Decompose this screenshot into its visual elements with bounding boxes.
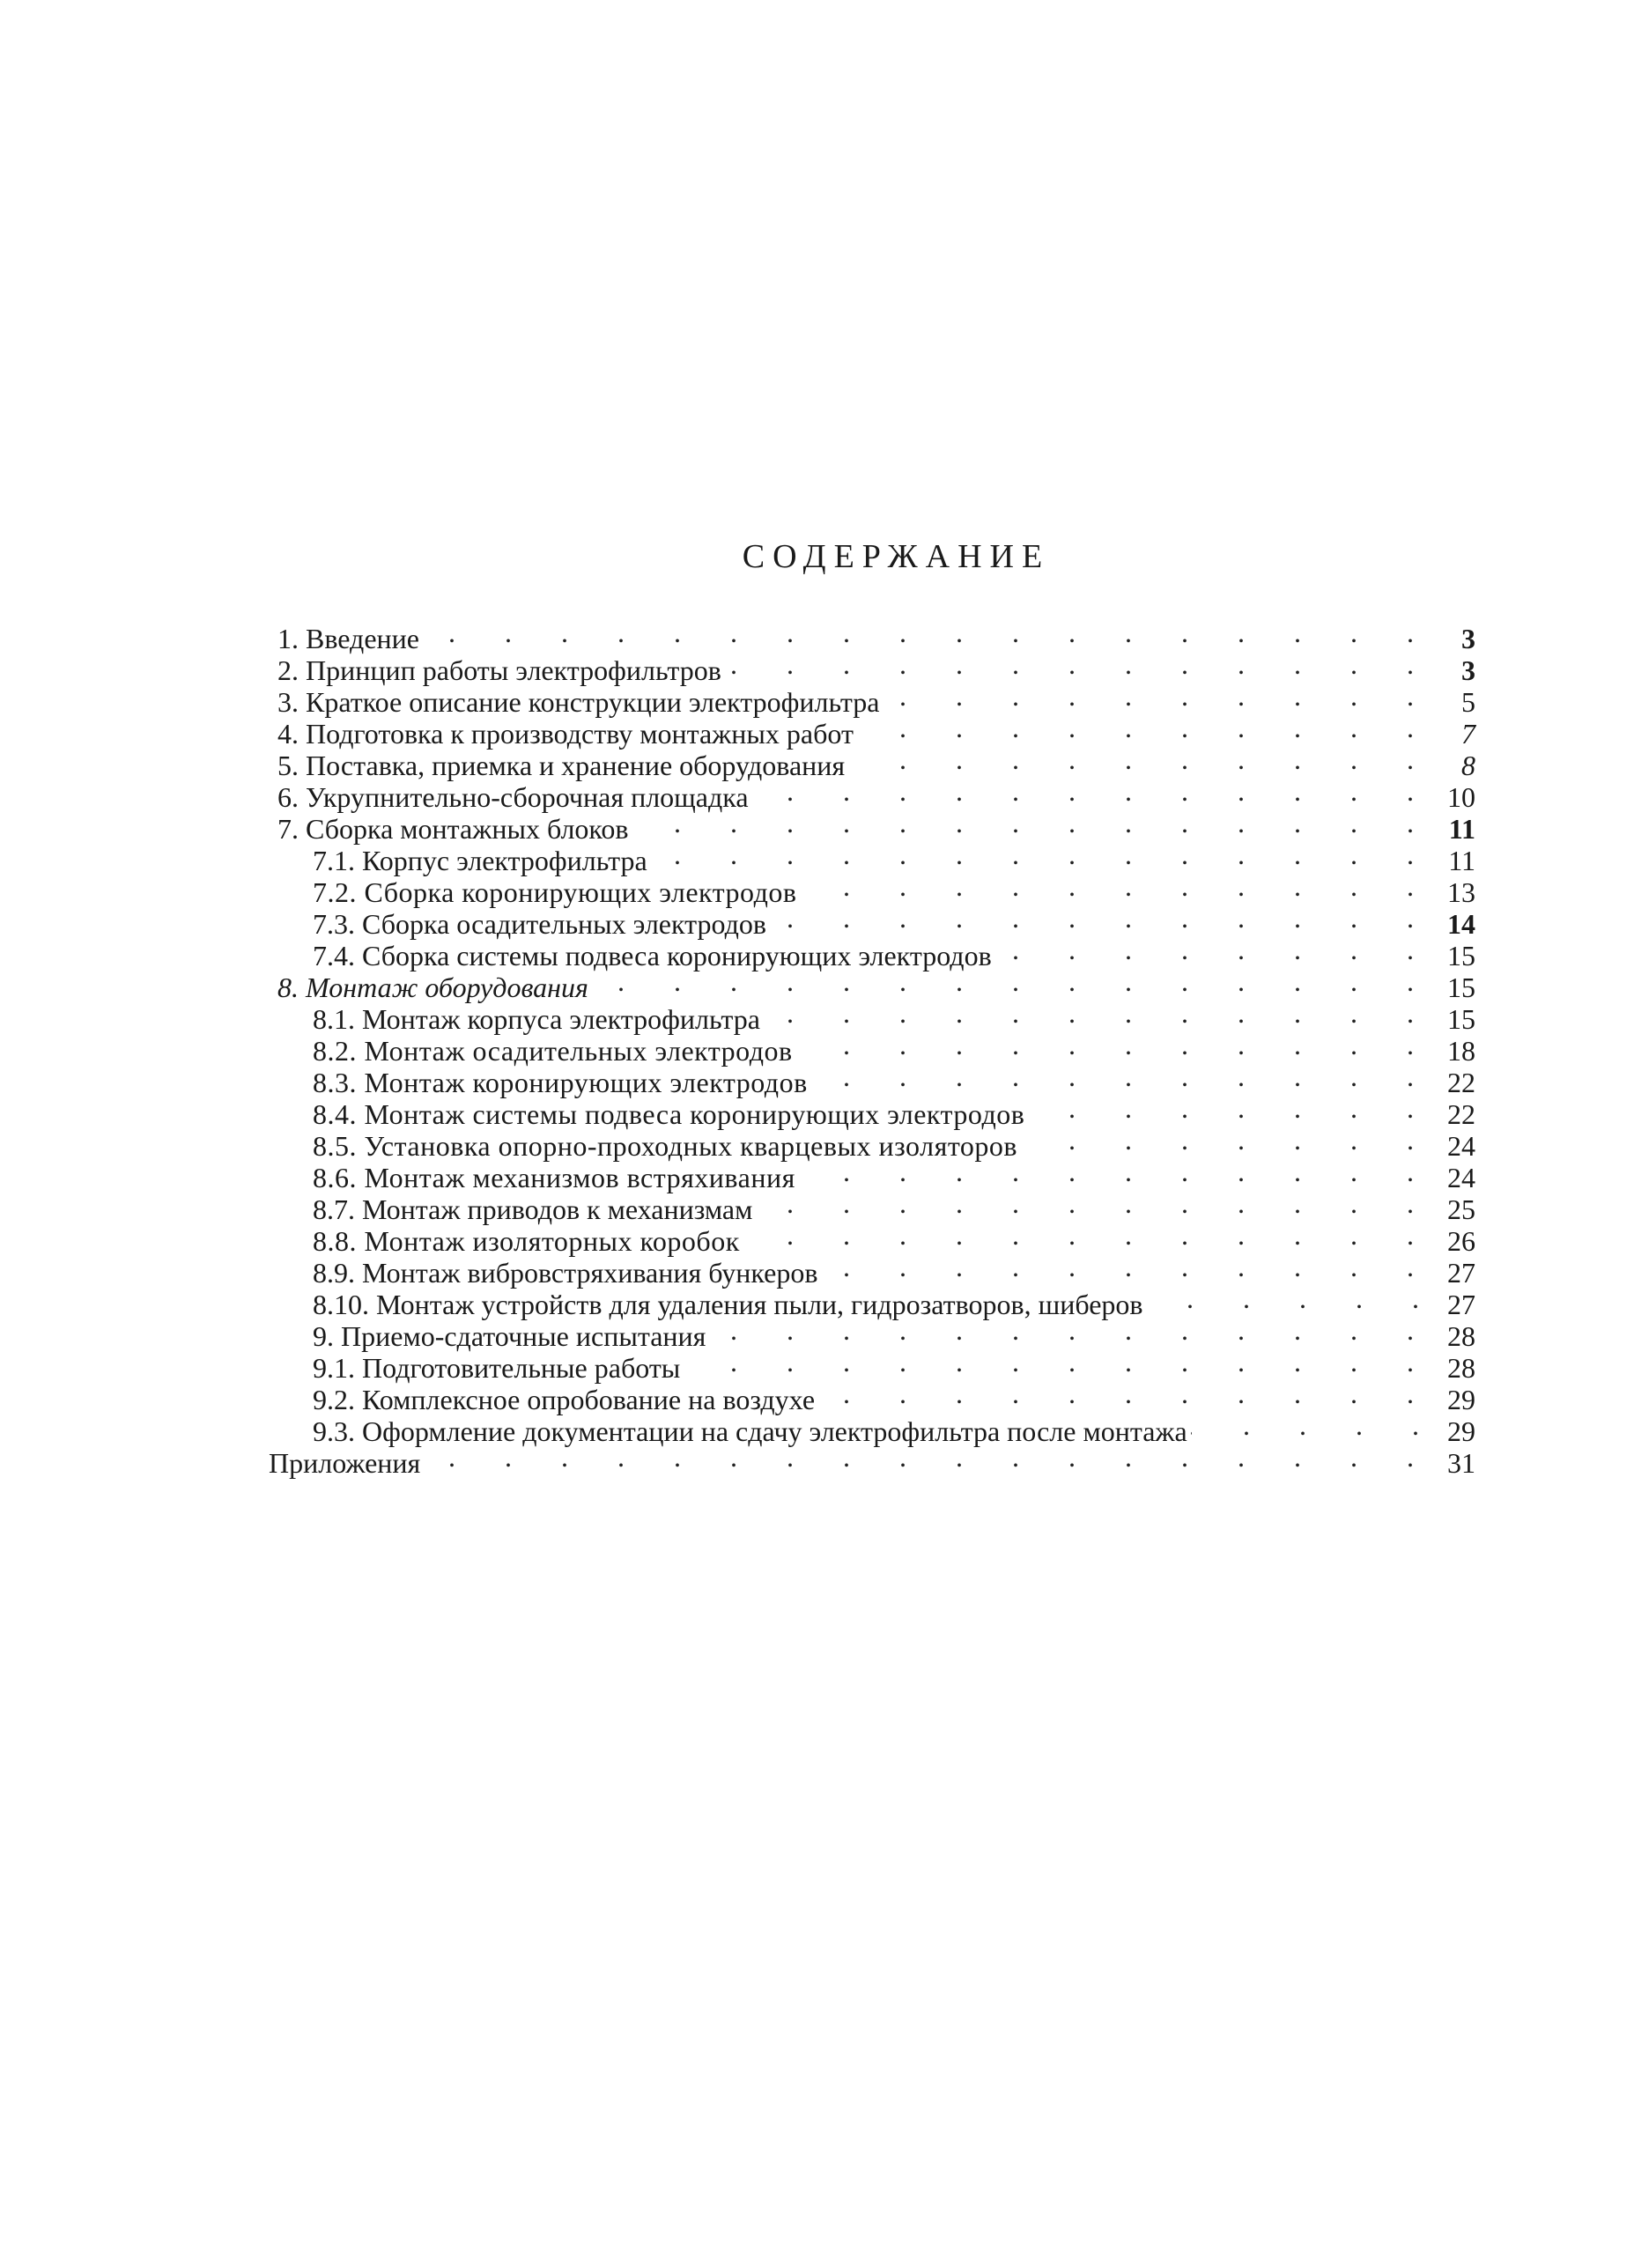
dot-leader [854, 743, 1414, 775]
dot-leader [817, 1060, 1414, 1092]
toc-entry-label: 8.7. Монтаж приводов к механизмам [313, 1193, 753, 1225]
toc-entry-8-8[interactable] [269, 1219, 1475, 1257]
toc-entry-label: 8.1. Монтаж корпуса электрофильтра [313, 1003, 760, 1035]
toc-entry-2[interactable] [269, 648, 1475, 686]
toc-entry-page: 3 [1461, 654, 1475, 686]
dot-leader [775, 902, 1414, 934]
dot-leader [1191, 1409, 1419, 1441]
toc-entry-page: 24 [1447, 1162, 1475, 1193]
toc-entry-label: 7.1. Корпус электрофильтра [313, 845, 647, 876]
dot-leader [1033, 1092, 1414, 1124]
page-title: СОДЕРЖАНИЕ [742, 538, 1051, 575]
toc-entry-label: 7. Сборка монтажных блоков [277, 813, 629, 845]
toc-entry-label: 7.2. Сборка коронирующих электродов [313, 876, 797, 908]
toc-entry-page: 10 [1447, 781, 1475, 813]
toc-entry-8-9[interactable] [269, 1251, 1475, 1289]
dot-leader [730, 648, 1414, 680]
table-of-contents [269, 617, 1475, 1479]
toc-entry-page: 7 [1461, 718, 1475, 750]
toc-entry-page: 26 [1447, 1225, 1475, 1257]
toc-entry-page: 24 [1447, 1130, 1475, 1162]
toc-entry-label: 3. Краткое описание конструкции электрофильтра [277, 686, 880, 718]
toc-entry-6[interactable] [269, 775, 1475, 813]
toc-entry-page: 22 [1447, 1098, 1475, 1130]
toc-entry-label: 9.3. Оформление документации на сдачу электрофильтра после монтажа [313, 1415, 1187, 1447]
toc-entry-8-3[interactable] [269, 1060, 1475, 1098]
dot-leader [689, 1346, 1414, 1378]
dot-leader [749, 1219, 1414, 1251]
dot-leader [1026, 1124, 1414, 1156]
toc-entry-page: 18 [1447, 1035, 1475, 1067]
dot-leader [758, 775, 1414, 807]
toc-entry-9-3[interactable] [269, 1409, 1475, 1447]
toc-entry-4[interactable] [269, 712, 1475, 750]
toc-entry-page: 27 [1447, 1289, 1475, 1320]
toc-entry-8-7[interactable] [269, 1187, 1475, 1225]
toc-entry-label: 9.2. Комплексное опробование на воздухе [313, 1384, 816, 1415]
toc-entry-page: 14 [1447, 908, 1475, 940]
dot-leader [824, 1378, 1414, 1409]
toc-entry-page: 5 [1461, 686, 1475, 718]
toc-entry-label: 8.4. Монтаж системы подвеса коронирующих электродов [313, 1098, 1025, 1130]
toc-entry-8[interactable] [269, 965, 1475, 1003]
dot-leader [862, 712, 1414, 743]
dot-leader [769, 997, 1414, 1029]
dot-leader [597, 965, 1414, 997]
toc-entry-label: 8.5. Установка опорно-проходных кварцевых изоляторов [313, 1130, 1017, 1162]
toc-entry-7[interactable] [269, 807, 1475, 845]
dot-leader [714, 1314, 1414, 1346]
toc-entry-page: 11 [1448, 845, 1475, 876]
toc-entry-page: 11 [1448, 813, 1475, 845]
toc-entry-label: 5. Поставка, приемка и хранение оборудования [277, 750, 846, 781]
dot-leader [1001, 934, 1414, 965]
dot-leader [761, 1187, 1414, 1219]
dot-leader [806, 870, 1415, 902]
dot-leader [802, 1029, 1414, 1060]
toc-entry-label: 7.3. Сборка осадительных электродов [313, 908, 766, 940]
dot-leader [428, 617, 1414, 648]
toc-entry-9[interactable] [269, 1314, 1475, 1352]
dot-leader [656, 838, 1414, 870]
toc-entry-8-6[interactable] [269, 1156, 1475, 1193]
dot-leader [637, 807, 1414, 838]
toc-entry-1[interactable] [269, 617, 1475, 654]
toc-entry-7-3[interactable] [269, 902, 1475, 940]
toc-entry-8-1[interactable] [269, 997, 1475, 1035]
toc-entry-label: 6. Укрупнительно-сборочная площадка [277, 781, 749, 813]
toc-entry-label: 4. Подготовка к производству монтажных работ [277, 718, 854, 750]
toc-entry-7-1[interactable] [269, 838, 1475, 876]
dot-leader [826, 1251, 1414, 1282]
toc-entry-appendices[interactable] [269, 1441, 1475, 1479]
toc-entry-page: 8 [1461, 750, 1475, 781]
toc-entry-page: 29 [1447, 1384, 1475, 1415]
toc-entry-label: 9. Приемо-сдаточные испытания [313, 1320, 706, 1352]
toc-entry-label: 7.4. Сборка системы подвеса коронирующих электродов [313, 940, 992, 971]
toc-entry-label: 8.8. Монтаж изоляторных коробок [313, 1225, 740, 1257]
toc-entry-label: 8.10. Монтаж устройств для удаления пыли, гидрозатворов, шиберов [313, 1289, 1143, 1320]
dot-leader [1147, 1282, 1419, 1314]
toc-entry-label: Приложения [269, 1447, 421, 1479]
toc-entry-page: 15 [1447, 1003, 1475, 1035]
toc-entry-9-1[interactable] [269, 1346, 1475, 1384]
toc-entry-label: 2. Принцип работы электрофильтров [277, 654, 721, 686]
toc-entry-page: 15 [1447, 971, 1475, 1003]
toc-entry-page: 13 [1447, 876, 1475, 908]
toc-entry-page: 25 [1447, 1193, 1475, 1225]
toc-entry-label: 8.3. Монтаж коронирующих электродов [313, 1067, 808, 1098]
toc-entry-label: 8.2. Монтаж осадительных электродов [313, 1035, 793, 1067]
dot-leader [804, 1156, 1414, 1187]
toc-entry-7-4[interactable] [269, 934, 1475, 971]
toc-entry-label: 9.1. Подготовительные работы [313, 1352, 681, 1384]
toc-entry-8-2[interactable] [269, 1029, 1475, 1067]
toc-entry-7-2[interactable] [269, 870, 1475, 908]
toc-entry-label: 1. Введение [277, 623, 419, 654]
dot-leader [429, 1441, 1414, 1473]
toc-entry-5[interactable] [269, 743, 1475, 781]
toc-entry-page: 29 [1447, 1415, 1475, 1447]
toc-entry-label: 8.6. Монтаж механизмов встряхивания [313, 1162, 795, 1193]
toc-entry-page: 27 [1447, 1257, 1475, 1289]
toc-entry-3[interactable] [269, 680, 1475, 718]
toc-entry-page: 22 [1447, 1067, 1475, 1098]
toc-entry-8-10[interactable] [269, 1282, 1475, 1320]
toc-entry-9-2[interactable] [269, 1378, 1475, 1415]
dot-leader [888, 680, 1414, 712]
toc-entry-page: 28 [1447, 1320, 1475, 1352]
toc-entry-8-4[interactable] [269, 1092, 1475, 1130]
toc-entry-8-5[interactable] [269, 1124, 1475, 1162]
toc-entry-page: 3 [1461, 623, 1475, 654]
toc-entry-label: 8.9. Монтаж вибровстряхивания бункеров [313, 1257, 818, 1289]
toc-entry-page: 15 [1447, 940, 1475, 971]
toc-entry-page: 28 [1447, 1352, 1475, 1384]
toc-entry-label: 8. Монтаж оборудования [277, 971, 588, 1003]
toc-entry-page: 31 [1447, 1447, 1475, 1479]
